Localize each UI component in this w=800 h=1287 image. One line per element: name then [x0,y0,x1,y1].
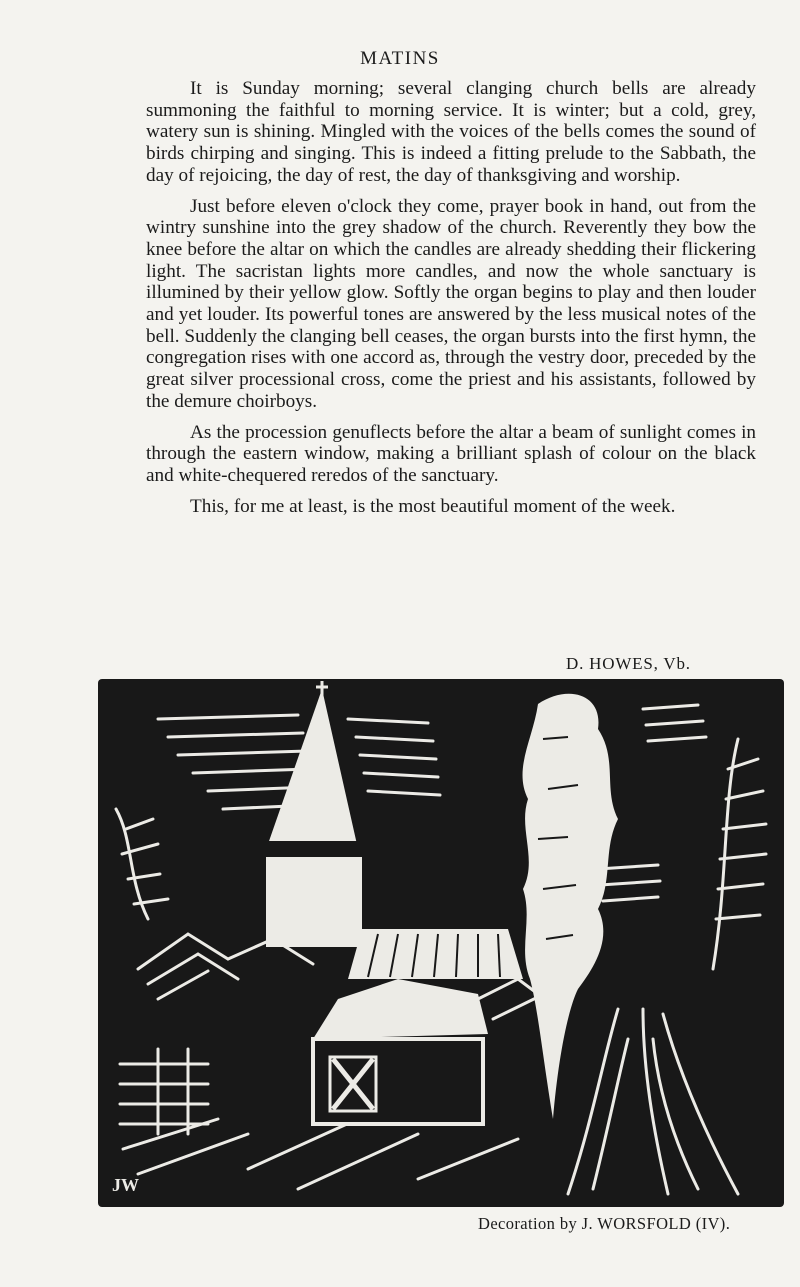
paragraph-2: Just before eleven o'clock they come, prayer book in hand, out from the wintry sunshine into the grey shadow of the church. Reverently they bow the knee before the altar on which the candles are already shedding their flickering light. The sacristan lights more candles, and now the whole sanctuary is illumined by their yellow glow. Softly the organ begins to play and then louder and yet louder. Its powerful tones are answered by the less musical notes of the bell. Suddenly the clanging bell ceases, the organ bursts into the first hymn, the congregation rises with one accord as, through the vestry door, preceded by the great silver processional cross, come the priest and his assistants, followed by the demure choirboys. [146,195,756,412]
paragraph-4: This, for me at least, is the most beautiful moment of the week. [190,495,676,517]
paragraph-1: It is Sunday morning; several clanging church bells are already summoning the faithful to morning service. It is winter; but a cold, grey, watery sun is shining. Mingled with the voices of the bells comes the sound of birds chirping and singing. This is indeed a fitting prelude to the Sabbath, the day of rejoicing, the day of rest, the day of thanksgiving and worship. [146,78,756,186]
artist-monogram: JW [112,1175,139,1195]
linocut-illustration [98,679,784,1207]
author-byline: D. HOWES, Vb. [566,654,691,673]
illustration-caption: Decoration by J. WORSFOLD (IV). [478,1214,731,1233]
paragraph-3: As the procession genuflects before the altar a beam of sunlight comes in through the eastern window, making a brilliant splash of colour on the black and white-chequered reredos of the sanctuary. [146,421,756,486]
article-title: MATINS [360,48,440,69]
article-body [146,78,756,517]
church-woodcut-image [98,679,784,1207]
